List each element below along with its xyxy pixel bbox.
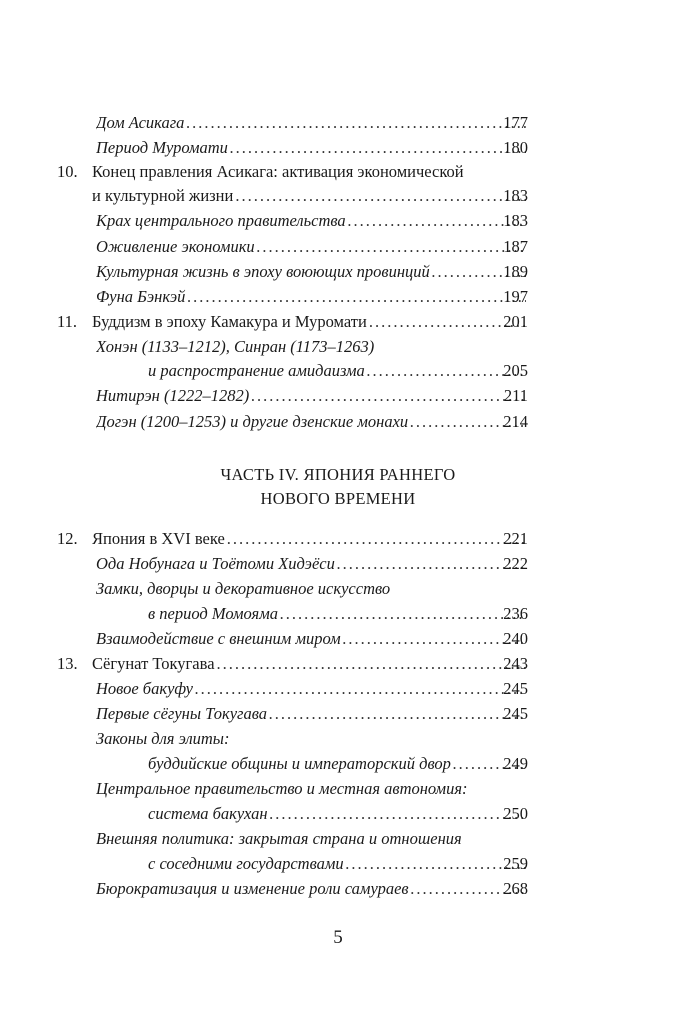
toc-entry-title: Центральное правительство и местная автономия: (96, 779, 468, 798)
toc-entry-page: 189 (503, 262, 528, 281)
toc-chapter-entry[interactable] (0, 185, 676, 207)
toc-chapter-entry[interactable] (0, 311, 676, 333)
toc-entry-title: Взаимодействие с внешним миром (96, 629, 341, 648)
toc-entry[interactable] (0, 137, 676, 159)
toc-entry[interactable] (0, 553, 676, 575)
chapter-number: 12. (57, 529, 78, 548)
part-heading-line2: НОВОГО ВРЕМЕНИ (260, 489, 416, 508)
toc-entry[interactable] (0, 853, 676, 875)
toc-entry-title: Замки, дворцы и декоративное искусство (96, 579, 391, 598)
part-heading-line1: ЧАСТЬ IV. ЯПОНИЯ РАННЕГО (220, 465, 456, 484)
toc-entry-page: 201 (503, 312, 528, 331)
toc-entry-page: 187 (503, 237, 528, 256)
toc-entry-page: 236 (503, 604, 528, 623)
toc-entry-title: Япония в XVI веке (92, 529, 225, 548)
toc-entry[interactable] (0, 385, 676, 407)
toc-entry[interactable] (0, 803, 676, 825)
toc-entry-page: 243 (503, 654, 528, 673)
chapter-number: 11. (57, 312, 78, 331)
toc-entry[interactable] (0, 210, 676, 232)
toc-entry-title: Крах центрального правительства (96, 211, 346, 230)
toc-entry-title: Бюрократизация и изменение роли самураев (96, 879, 409, 898)
chapter-number: 10. (57, 162, 78, 181)
toc-entry-title: Догэн (1200–1253) и другие дзенские монахи (96, 412, 409, 431)
toc-entry-title: Период Муромати (96, 138, 228, 157)
toc-chapter-entry[interactable] (0, 653, 676, 675)
toc-entry-title: и распространение амидаизма (148, 361, 365, 380)
toc-entry-page: 268 (503, 879, 528, 898)
toc-entry-page: 177 (503, 113, 528, 132)
toc-entry[interactable] (0, 236, 676, 258)
toc-entry[interactable] (0, 286, 676, 308)
toc-chapter-entry[interactable] (0, 161, 676, 183)
toc-entry[interactable] (0, 336, 676, 358)
toc-entry[interactable] (0, 578, 676, 600)
toc-entry[interactable] (0, 603, 676, 625)
toc-entry-title: Дом Асикага (96, 113, 185, 132)
toc-entry-title: Нитирэн (1222–1282) (96, 386, 250, 405)
toc-entry[interactable] (0, 411, 676, 433)
toc-entry-title: Ода Нобунага и Тоётоми Хидэёси (96, 554, 335, 573)
page-number: 5 (333, 927, 343, 948)
chapter-number: 13. (57, 654, 78, 673)
toc-entry[interactable] (0, 261, 676, 283)
toc-entry-page: 183 (503, 186, 528, 205)
toc-entry[interactable] (0, 628, 676, 650)
toc-entry-title: буддийские общины и императорский двор (148, 754, 451, 773)
toc-entry-title: и культурной жизни (92, 186, 234, 205)
toc-entry[interactable] (0, 753, 676, 775)
toc-entry[interactable] (0, 360, 676, 382)
toc-entry[interactable] (0, 778, 676, 800)
toc-entry[interactable] (0, 678, 676, 700)
toc-entry[interactable] (0, 112, 676, 134)
toc-entry-page: 197 (503, 287, 528, 306)
toc-entry-page: 249 (503, 754, 528, 773)
toc-entry-title: в период Момояма (148, 604, 279, 623)
toc-entry-page: 250 (503, 804, 528, 823)
toc-entry-title: с соседними государствами (148, 854, 344, 873)
toc-entry-title: Первые сёгуны Токугава (96, 704, 268, 723)
toc-entry[interactable] (0, 728, 676, 750)
toc-entry-page: 221 (503, 529, 528, 548)
toc-entry-title: Внешняя политика: закрытая страна и отношения (96, 829, 462, 848)
toc-entry[interactable] (0, 878, 676, 900)
toc-entry-page: 205 (503, 361, 528, 380)
toc-entry-title: Сёгунат Токугава (92, 654, 215, 673)
toc-entry-title: Культурная жизнь в эпоху воюющих провинций (96, 262, 430, 281)
toc-entry-title: Новое бакуфу (96, 679, 193, 698)
toc-chapter-entry[interactable] (0, 528, 676, 550)
toc-entry-title: система бакухан (148, 804, 268, 823)
toc-entry-title: Буддизм в эпоху Камакура и Муромати (92, 312, 367, 331)
toc-entry-title: Конец правления Асикага: активация экономической (92, 162, 464, 181)
toc-entry-page: 214 (503, 412, 528, 431)
toc-entry-title: Оживление экономики (96, 237, 255, 256)
toc-entry-page: 245 (503, 679, 528, 698)
toc-entry-title: Фуна Бэнкэй (96, 287, 186, 306)
toc-entry-page: 211 (503, 386, 528, 405)
toc-entry-title: Законы для элиты: (96, 729, 230, 748)
toc-entry-page: 240 (503, 629, 528, 648)
toc-entry-title: Хонэн (1133–1212), Синран (1173–1263) (96, 337, 375, 356)
toc-entry-page: 180 (503, 138, 528, 157)
toc-entry[interactable] (0, 828, 676, 850)
toc-entry-page: 183 (503, 211, 528, 230)
toc-entry-page: 222 (503, 554, 528, 573)
toc-entry-page: 245 (503, 704, 528, 723)
toc-entry-page: 259 (503, 854, 528, 873)
toc-entry[interactable] (0, 703, 676, 725)
